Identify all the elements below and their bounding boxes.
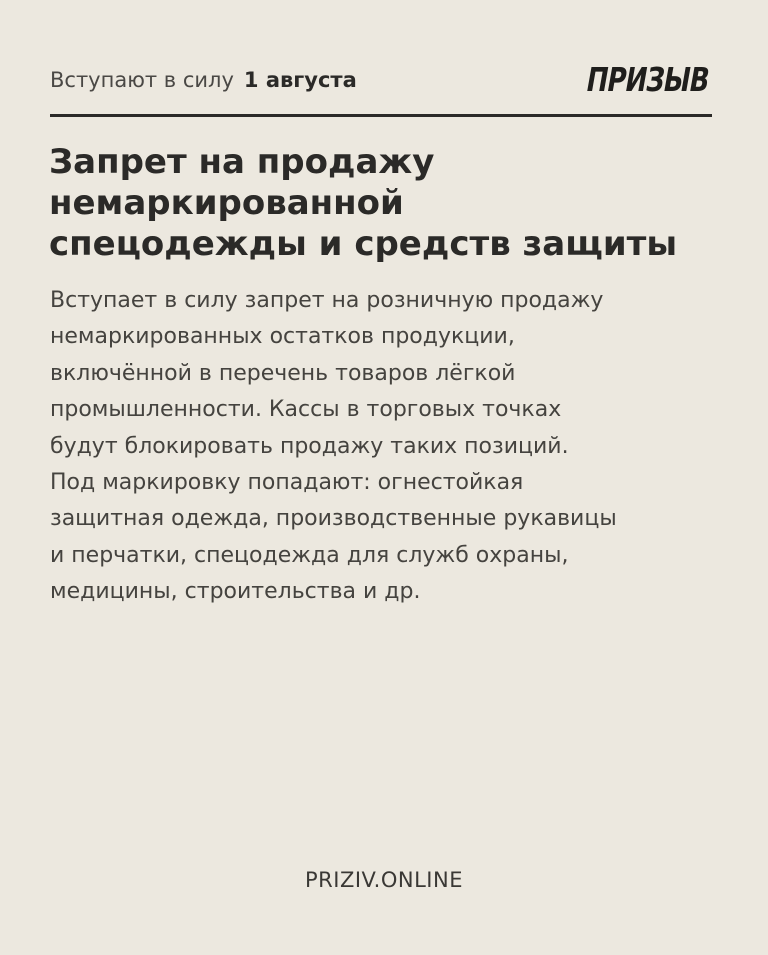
body-line: Под маркировку попадают: огнестойкая <box>50 470 524 496</box>
body-line: промышленности. Кассы в торговых точках <box>50 397 562 423</box>
priziv-logo: ПРИЗЫВ <box>583 60 712 99</box>
body-line: Вступает в силу запрет на розничную продажу <box>50 288 604 313</box>
body-line: будут блокировать продажу таких позиций. <box>50 433 569 459</box>
title-line: немаркированной <box>49 183 404 223</box>
title-line: Запрет на продажу <box>49 142 435 182</box>
body-line: и перчатки, спецодежда для служб охраны, <box>50 542 569 568</box>
body-line: включённой в перечень товаров лёгкой <box>50 360 516 386</box>
header <box>50 62 712 102</box>
site-url: PRIZIV.ONLINE <box>305 868 463 892</box>
effective-date-label <box>50 68 357 92</box>
effective-label: Вступают в силу <box>50 68 234 92</box>
body-line: медицины, строительства и др. <box>50 579 421 605</box>
title-line: спецодежды и средств защиты <box>49 224 678 264</box>
effective-date: 1 августа <box>243 68 357 92</box>
article-body <box>50 283 730 611</box>
body-line: защитная одежда, производственные рукавицы <box>50 506 617 532</box>
body-line: немаркированных остатков продукции, <box>50 324 515 350</box>
article-title <box>49 142 729 265</box>
header-divider <box>50 114 712 117</box>
